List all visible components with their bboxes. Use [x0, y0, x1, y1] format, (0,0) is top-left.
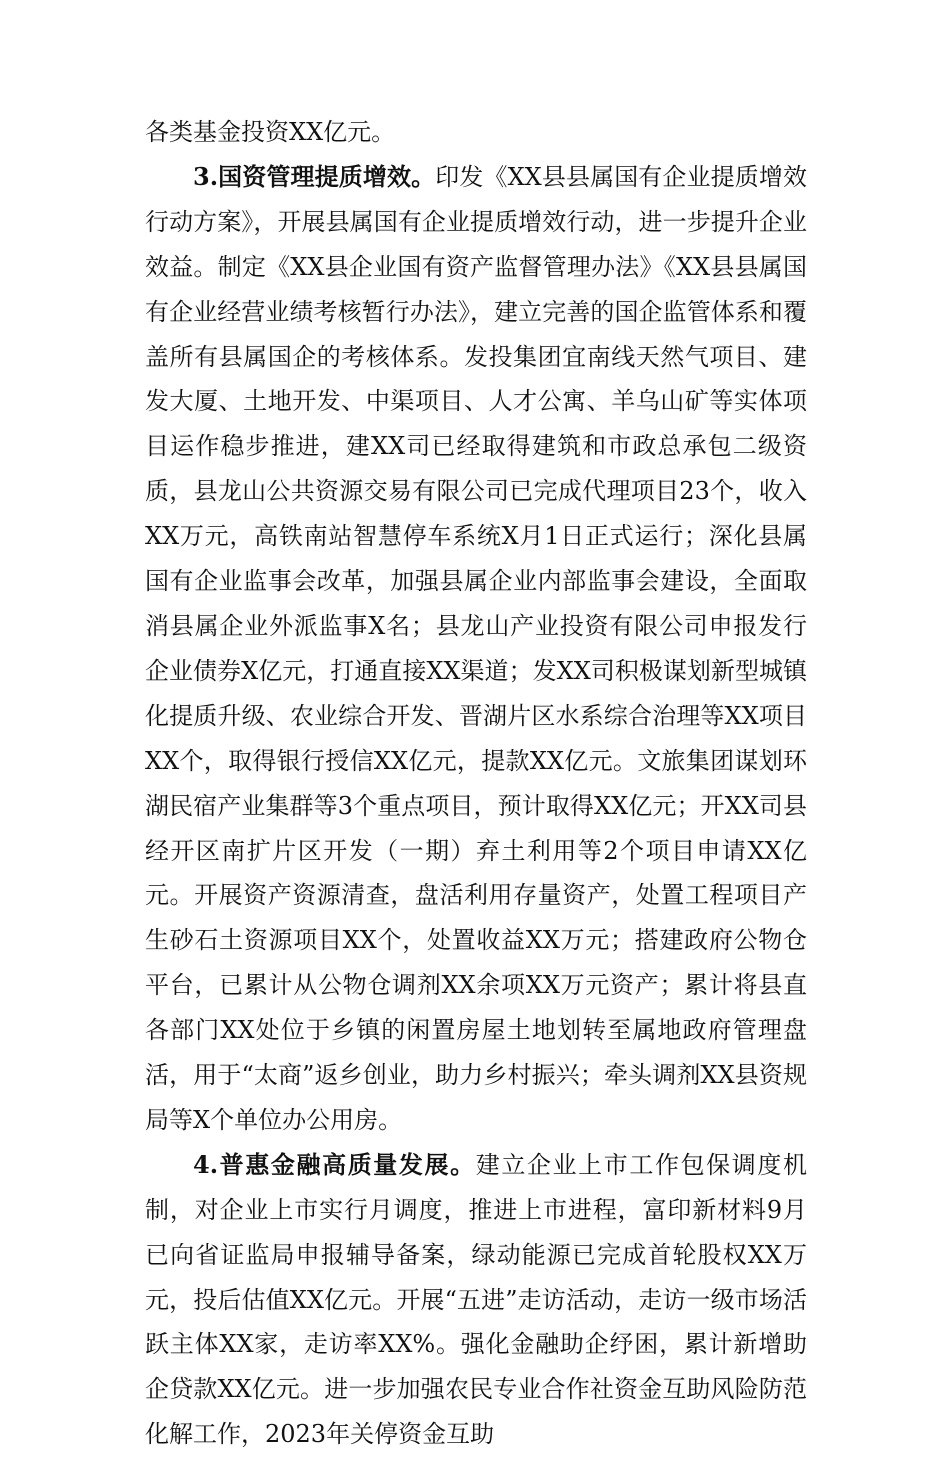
paragraph-text: 印发《XX县县属国有企业提质增效行动方案》，开展县属国有企业提质增效行动，进一步提升企业效益。制定《XX县企业国有资产监督管理办法》《XX县县属国有企业经营业绩考核暂行办法》，建立完善的国企监管体系和覆盖所有县属国企的考核体系。发投集团宜南线天然气项目、建发大厦、土地开发、中渠项目、人才公寓、羊乌山矿等实体项目运作稳步推进，建XX司已经取得建筑和市政总承包二级资质，县龙山公共资源交易有限公司已完成代理项目23个，收入XX万元，高铁南站智慧停车系统X月1日正式运行；深化县属国有企业监事会改革，加强县属企业内部监事会建设，全面取消县属企业外派监事X名；县龙山产业投资有限公司申报发行企业债券X亿元，打通直接XX渠道；发XX司积极谋划新型城镇化提质升级、农业综合开发、晋湖片区水系综合治理等XX项目XX个，取得银行授信XX亿元，提款XX亿元。文旅集团谋划环湖民宿产业集群等3个重点项目，预计取得XX亿元；开XX司县经开区南扩片区开发（一期）弃土利用等2个项目申请XX亿元。开展资产资源清查，盘活利用存量资产，处置工程项目产生砂石土资源项目XX个，处置收益XX万元；搭建政府公物仓平台，已累计从公物仓调剂XX余项XX万元资产；累计将县直各部门XX处位于乡镇的闲置房屋土地划转至属地政府管理盘活，用于“太商”返乡创业，助力乡村振兴；牵头调剂XX县资规局等X个单位办公用房。: [145, 162, 808, 1134]
section-heading: 4.普惠金融高质量发展。: [193, 1149, 476, 1179]
paragraph-text: 各类基金投资XX亿元。: [145, 118, 396, 146]
document-body: [145, 110, 807, 1457]
paragraph-section-3: [145, 155, 807, 1143]
paragraph-text: 建立企业上市工作包保调度机制，对企业上市实行月调度，推进上市进程，富印新材料9月已向省证监局申报辅导备案，绿动能源已完成首轮股权XX万元，投后估值XX亿元。开展“五进”走访活动，走访一级市场活跃主体XX家，走访率XX%。强化金融助企纾困，累计新增助企贷款XX亿元。进一步加强农民专业合作社资金互助风险防范化解工作，2023年关停资金互助: [145, 1150, 808, 1449]
section-heading: 3.国资管理提质增效。: [193, 161, 436, 191]
paragraph-section-4: [145, 1143, 807, 1457]
paragraph-continuation: [145, 110, 807, 155]
